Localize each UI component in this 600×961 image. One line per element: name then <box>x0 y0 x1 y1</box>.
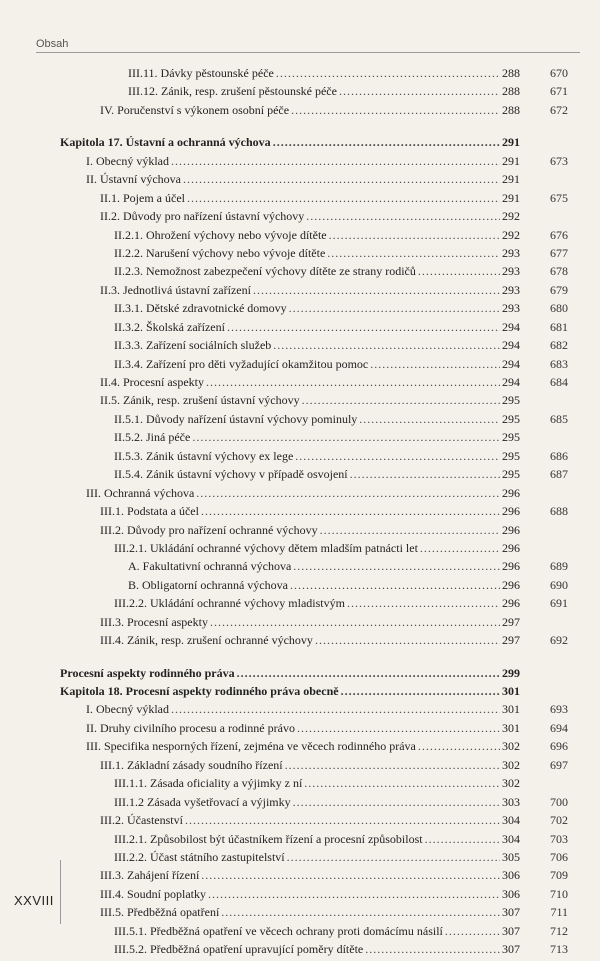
dot-leader <box>187 191 500 206</box>
toc-entry <box>60 776 590 794</box>
toc-entry-title: III.2.1. Způsobilost být účastníkem řízení a procesní způsobilost <box>114 831 423 846</box>
toc-entry <box>60 154 590 172</box>
dot-leader <box>221 905 500 920</box>
toc-spacer <box>60 121 590 135</box>
toc-entry-title: III.1. Základní zásady soudního řízení <box>100 757 283 772</box>
dot-leader <box>350 467 500 482</box>
toc-entry-main <box>60 504 520 519</box>
footer-rule <box>60 860 61 924</box>
toc-entry-title: II.5.1. Důvody nařízení ústavní výchovy pominuly <box>114 411 358 426</box>
dot-leader <box>425 832 500 847</box>
dot-leader <box>290 578 500 593</box>
toc-entry-title: II.3.1. Dětské zdravotnické domovy <box>114 301 287 316</box>
toc-entry <box>60 264 590 282</box>
dot-leader <box>293 559 500 574</box>
toc-entry-main <box>60 942 520 957</box>
dot-leader <box>418 264 500 279</box>
toc-entry-secondary-page: 670 <box>550 66 568 80</box>
toc-entry-main <box>60 666 520 681</box>
toc-entry <box>60 887 590 905</box>
dot-leader <box>329 228 500 243</box>
dot-leader <box>445 924 500 939</box>
toc-entry-secondary-page: 703 <box>550 831 568 846</box>
toc-entry-main <box>60 103 520 118</box>
toc-entry <box>60 504 590 522</box>
toc-entry-page: 297 <box>502 633 520 648</box>
toc-entry-secondary-page: 691 <box>550 596 568 611</box>
toc-entry-page: 296 <box>502 540 520 555</box>
toc-entry-title: IV. Poručenství s výkonem osobní péče <box>100 102 290 117</box>
toc-entry-title: Kapitola 18. Procesní aspekty rodinného práva obecně <box>60 684 339 698</box>
toc-entry-secondary-page: 683 <box>550 356 568 371</box>
toc-entry <box>60 633 590 651</box>
toc-entry-main <box>60 357 520 372</box>
toc-entry <box>60 393 590 411</box>
toc-entry <box>60 702 590 720</box>
dot-leader <box>289 301 500 316</box>
toc-entry-title: III.5.2. Předběžná opatření upravující poměry dítěte <box>114 942 364 957</box>
dot-leader <box>276 66 500 81</box>
toc-entry <box>60 596 590 614</box>
dot-leader <box>302 393 500 408</box>
dot-leader <box>273 135 500 150</box>
toc-entry-title: III.4. Zánik, resp. zrušení ochranné výchovy <box>100 633 313 648</box>
toc-entry-secondary-page: 706 <box>550 849 568 864</box>
toc-entry-page: 295 <box>502 430 520 445</box>
toc-entry-main <box>60 887 520 902</box>
toc-entry-title: II. Ústavní výchova <box>86 172 181 187</box>
dot-leader <box>227 320 500 335</box>
toc-entry-main <box>60 721 520 736</box>
toc-entry-title: II.1. Pojem a účel <box>100 190 185 205</box>
toc-entry-secondary-page: 700 <box>550 794 568 809</box>
dot-leader <box>293 795 500 810</box>
toc-entry-title: I. Obecný výklad <box>86 153 169 168</box>
toc-entry-title: III.5.1. Předběžná opatření ve věcech ochrany proti domácímu násilí <box>114 923 443 938</box>
toc-entry-main <box>60 246 520 261</box>
toc-entry-page: 288 <box>502 102 520 117</box>
toc-entry-page: 296 <box>502 577 520 592</box>
toc-entry-title: II.3.4. Zařízení pro děti vyžadující okamžitou pomoc <box>114 356 369 371</box>
toc-entry-page: 307 <box>502 942 520 957</box>
toc-entry-page: 301 <box>502 684 520 698</box>
toc-entry-title: III.2. Účastenství <box>100 813 183 828</box>
toc-entry-main <box>60 338 520 353</box>
toc-entry-title: II.3.2. Školská zařízení <box>114 319 225 334</box>
toc-entry-main <box>60 905 520 920</box>
dot-leader <box>201 504 500 519</box>
toc-entry-page: 288 <box>502 84 520 99</box>
toc-entry-main <box>60 209 520 224</box>
toc-entry-title: II.2.2. Narušení výchovy nebo vývoje dítěte <box>114 245 326 260</box>
toc-entry-title: III.2.1. Ukládání ochranné výchovy dětem mladším patnácti let <box>114 540 418 555</box>
toc-entry-page: 295 <box>502 448 520 463</box>
toc-entry-page: 295 <box>502 393 520 408</box>
toc-entry-main <box>60 633 520 648</box>
toc-entry <box>60 868 590 886</box>
toc-entry-title: III.3. Zahájení řízení <box>100 868 200 883</box>
toc-entry-page: 291 <box>502 172 520 187</box>
toc-entry-secondary-page: 697 <box>550 757 568 772</box>
toc-entry-page: 291 <box>502 135 520 150</box>
toc-entry-title: Kapitola 17. Ústavní a ochranná výchova <box>60 135 271 150</box>
toc-entry-main <box>60 684 520 699</box>
dot-leader <box>359 412 500 427</box>
header-rule <box>36 52 580 53</box>
dot-leader <box>327 246 500 261</box>
toc-entry-title: III.4. Soudní poplatky <box>100 886 206 901</box>
toc-entry-title: II.5. Zánik, resp. zrušení ústavní výchovy <box>100 393 300 408</box>
toc-entry <box>60 467 590 485</box>
toc-entry <box>60 795 590 813</box>
dot-leader <box>315 633 500 648</box>
toc-entry <box>60 758 590 776</box>
toc-entry-page: 302 <box>502 776 520 791</box>
toc-entry <box>60 103 590 121</box>
toc-entry <box>60 739 590 757</box>
dot-leader <box>370 357 500 372</box>
toc-entry-page: 291 <box>502 153 520 168</box>
toc-entry-secondary-page: 685 <box>550 411 568 426</box>
toc-entry-page: 293 <box>502 264 520 279</box>
toc-entry-page: 307 <box>502 923 520 938</box>
toc-entry <box>60 320 590 338</box>
toc-entry-secondary-page: 690 <box>550 577 568 592</box>
toc-entry <box>60 615 590 633</box>
toc-entry-secondary-page: 671 <box>550 84 568 99</box>
toc-entry-page: 304 <box>502 813 520 828</box>
toc-entry-page: 294 <box>502 375 520 389</box>
toc-entry-main <box>60 228 520 243</box>
toc-entry-main <box>60 615 520 630</box>
toc-entry-title: III.3. Procesní aspekty <box>100 614 208 629</box>
toc-entry-title: III.5. Předběžná opatření <box>100 905 220 920</box>
toc-entry <box>60 559 590 577</box>
toc-entry <box>60 375 590 393</box>
toc-entry-page: 288 <box>502 66 520 80</box>
toc-entry-main <box>60 393 520 408</box>
toc-entry <box>60 66 590 84</box>
toc-entry-main <box>60 541 520 556</box>
toc-entry <box>60 578 590 596</box>
toc-entry-secondary-page: 686 <box>550 448 568 463</box>
toc-entry-secondary-page: 693 <box>550 702 568 717</box>
dot-leader <box>183 172 500 187</box>
dot-leader <box>206 375 500 390</box>
toc-entry <box>60 430 590 448</box>
dot-leader <box>347 596 500 611</box>
toc-entry-title: II.3.3. Zařízení sociálních služeb <box>114 338 272 353</box>
toc-entry-title: Procesní aspekty rodinného práva <box>60 665 235 680</box>
dot-leader <box>420 541 500 556</box>
dot-leader <box>295 449 500 464</box>
toc-entry-title: III.2.2. Účast státního zastupitelství <box>114 849 285 864</box>
toc-entry <box>60 684 590 702</box>
toc-entry-secondary-page: 677 <box>550 245 568 260</box>
toc-entry-main <box>60 412 520 427</box>
toc-entry-secondary-page: 676 <box>550 227 568 242</box>
toc-entry-page: 301 <box>502 702 520 717</box>
toc-entry-main <box>60 868 520 883</box>
dot-leader <box>287 850 500 865</box>
toc-entry-main <box>60 467 520 482</box>
toc-entry <box>60 905 590 923</box>
toc-entry <box>60 523 590 541</box>
dot-leader <box>208 887 500 902</box>
toc-entry-main <box>60 702 520 717</box>
toc-entry-main <box>60 739 520 754</box>
toc-entry <box>60 338 590 356</box>
table-of-contents <box>60 66 590 961</box>
toc-entry-title: A. Fakultativní ochranná výchova <box>128 559 292 574</box>
toc-entry-secondary-page: 702 <box>550 813 568 828</box>
toc-entry-page: 296 <box>502 522 520 537</box>
toc-entry-secondary-page: 711 <box>550 905 568 920</box>
toc-entry-page: 307 <box>502 905 520 920</box>
toc-entry <box>60 191 590 209</box>
dot-leader <box>185 813 500 828</box>
toc-entry-page: 292 <box>502 209 520 224</box>
dot-leader <box>285 758 500 773</box>
toc-entry-secondary-page: 682 <box>550 338 568 353</box>
dot-leader <box>196 486 500 501</box>
toc-entry-main <box>60 301 520 316</box>
toc-entry-main <box>60 596 520 611</box>
toc-entry-main <box>60 758 520 773</box>
toc-entry-main <box>60 375 520 390</box>
toc-entry <box>60 449 590 467</box>
toc-entry-title: III.1. Podstata a účel <box>100 504 199 519</box>
running-header: Obsah <box>36 38 69 50</box>
toc-entry <box>60 721 590 739</box>
toc-entry-title: II.2.1. Ohrožení výchovy nebo vývoje dítěte <box>114 227 327 242</box>
toc-entry-main <box>60 578 520 593</box>
toc-entry-title: II.2. Důvody pro nařízení ústavní výchovy <box>100 209 305 224</box>
toc-entry-title: B. Obligatorní ochranná výchova <box>128 577 288 592</box>
dot-leader <box>237 666 500 681</box>
toc-entry-secondary-page: 709 <box>550 868 568 883</box>
dot-leader <box>253 283 500 298</box>
toc-entry <box>60 228 590 246</box>
dot-leader <box>273 338 500 353</box>
toc-entry-main <box>60 850 520 865</box>
dot-leader <box>365 942 500 957</box>
toc-entry-secondary-page: 710 <box>550 886 568 901</box>
toc-entry-title: III. Ochranná výchova <box>86 485 195 500</box>
dot-leader <box>291 103 500 118</box>
toc-entry-title: I. Obecný výklad <box>86 702 169 717</box>
toc-entry-title: II.4. Procesní aspekty <box>100 375 204 389</box>
toc-entry-secondary-page: 678 <box>550 264 568 279</box>
toc-entry-main <box>60 523 520 538</box>
dot-leader <box>201 868 500 883</box>
toc-entry-secondary-page: 712 <box>550 923 568 938</box>
toc-entry-page: 291 <box>502 190 520 205</box>
toc-entry-page: 303 <box>502 794 520 809</box>
toc-entry <box>60 541 590 559</box>
toc-entry-page: 295 <box>502 411 520 426</box>
toc-entry-page: 296 <box>502 559 520 574</box>
dot-leader <box>306 209 500 224</box>
toc-entry-title: III.1.2 Zásada vyšetřovací a výjimky <box>114 794 291 809</box>
toc-entry-main <box>60 191 520 206</box>
toc-entry-page: 295 <box>502 467 520 482</box>
toc-entry-page: 294 <box>502 356 520 371</box>
toc-entry-title: III.12. Zánik, resp. zrušení pěstounské péče <box>128 84 337 99</box>
toc-entry-title: II.5.3. Zánik ústavní výchovy ex lege <box>114 448 294 463</box>
toc-entry-main <box>60 832 520 847</box>
toc-entry-page: 306 <box>502 886 520 901</box>
toc-entry <box>60 412 590 430</box>
toc-entry-secondary-page: 679 <box>550 282 568 297</box>
toc-entry-page: 305 <box>502 849 520 864</box>
toc-entry <box>60 357 590 375</box>
toc-entry-main <box>60 264 520 279</box>
toc-entry-secondary-page: 673 <box>550 153 568 168</box>
toc-entry-main <box>60 84 520 99</box>
toc-entry-title: III.1.1. Zásada oficiality a výjimky z ní <box>114 776 303 791</box>
dot-leader <box>192 430 500 445</box>
toc-entry <box>60 246 590 264</box>
toc-entry-main <box>60 449 520 464</box>
toc-entry-page: 292 <box>502 227 520 242</box>
toc-entry <box>60 486 590 504</box>
toc-entry-page: 304 <box>502 831 520 846</box>
toc-entry-main <box>60 66 520 81</box>
toc-entry-secondary-page: 689 <box>550 559 568 574</box>
dot-leader <box>210 615 500 630</box>
toc-entry-main <box>60 320 520 335</box>
toc-entry-secondary-page: 680 <box>550 301 568 316</box>
toc-entry-secondary-page: 694 <box>550 720 568 735</box>
toc-entry <box>60 209 590 227</box>
toc-spacer <box>60 652 590 666</box>
toc-entry-main <box>60 776 520 791</box>
toc-entry <box>60 832 590 850</box>
toc-entry-title: III.11. Dávky pěstounské péče <box>128 66 274 80</box>
toc-entry-page: 294 <box>502 319 520 334</box>
toc-entry-page: 297 <box>502 614 520 629</box>
toc-entry-main <box>60 813 520 828</box>
toc-entry-title: III.2.2. Ukládání ochranné výchovy mladistvým <box>114 596 345 611</box>
toc-entry-main <box>60 795 520 810</box>
toc-entry-secondary-page: 692 <box>550 633 568 648</box>
toc-entry <box>60 283 590 301</box>
toc-entry-secondary-page: 684 <box>550 375 568 389</box>
page-number: XXVIII <box>14 893 54 908</box>
toc-entry-title: II.3. Jednotlivá ústavní zařízení <box>100 282 251 297</box>
toc-entry-secondary-page: 688 <box>550 504 568 519</box>
toc-entry-main <box>60 154 520 169</box>
toc-entry <box>60 942 590 960</box>
toc-entry-page: 302 <box>502 757 520 772</box>
dot-leader <box>341 684 500 699</box>
toc-entry-main <box>60 486 520 501</box>
toc-entry <box>60 301 590 319</box>
toc-entry-page: 294 <box>502 338 520 353</box>
toc-entry-page: 306 <box>502 868 520 883</box>
toc-entry-title: III.2. Důvody pro nařízení ochranné výchovy <box>100 522 318 537</box>
toc-entry-main <box>60 430 520 445</box>
toc-entry-page: 293 <box>502 245 520 260</box>
toc-entry-main <box>60 924 520 939</box>
toc-entry-secondary-page: 696 <box>550 739 568 754</box>
toc-entry-title: II. Druhy civilního procesu a rodinné právo <box>86 720 295 735</box>
toc-entry-page: 299 <box>502 665 520 680</box>
toc-entry-title: II.5.2. Jiná péče <box>114 430 191 445</box>
toc-entry <box>60 666 590 684</box>
toc-entry <box>60 850 590 868</box>
toc-entry <box>60 813 590 831</box>
toc-entry-main <box>60 172 520 187</box>
toc-entry-page: 301 <box>502 720 520 735</box>
toc-entry-main <box>60 559 520 574</box>
dot-leader <box>304 776 500 791</box>
dot-leader <box>418 739 500 754</box>
toc-entry <box>60 84 590 102</box>
dot-leader <box>339 84 500 99</box>
toc-entry-secondary-page: 681 <box>550 319 568 334</box>
dot-leader <box>171 154 500 169</box>
toc-entry-page: 293 <box>502 282 520 297</box>
toc-entry-page: 296 <box>502 485 520 500</box>
toc-entry <box>60 172 590 190</box>
toc-entry-secondary-page: 713 <box>550 942 568 957</box>
dot-leader <box>297 721 500 736</box>
dot-leader <box>171 702 500 717</box>
toc-entry-title: II.5.4. Zánik ústavní výchovy v případě osvojení <box>114 467 348 482</box>
toc-entry-page: 293 <box>502 301 520 316</box>
toc-entry-secondary-page: 672 <box>550 102 568 117</box>
toc-entry-page: 302 <box>502 739 520 754</box>
toc-entry <box>60 135 590 153</box>
toc-entry-title: II.2.3. Nemožnost zabezpečení výchovy dítěte ze strany rodičů <box>114 264 416 279</box>
dot-leader <box>320 523 500 538</box>
toc-entry-secondary-page: 687 <box>550 467 568 482</box>
toc-entry-title: III. Specifika nesporných řízení, zejména ve věcech rodinného práva <box>86 739 416 754</box>
toc-entry-page: 296 <box>502 596 520 611</box>
toc-entry-page: 296 <box>502 504 520 519</box>
toc-entry-secondary-page: 675 <box>550 190 568 205</box>
toc-entry <box>60 924 590 942</box>
toc-entry-main <box>60 283 520 298</box>
toc-entry-main <box>60 135 520 150</box>
